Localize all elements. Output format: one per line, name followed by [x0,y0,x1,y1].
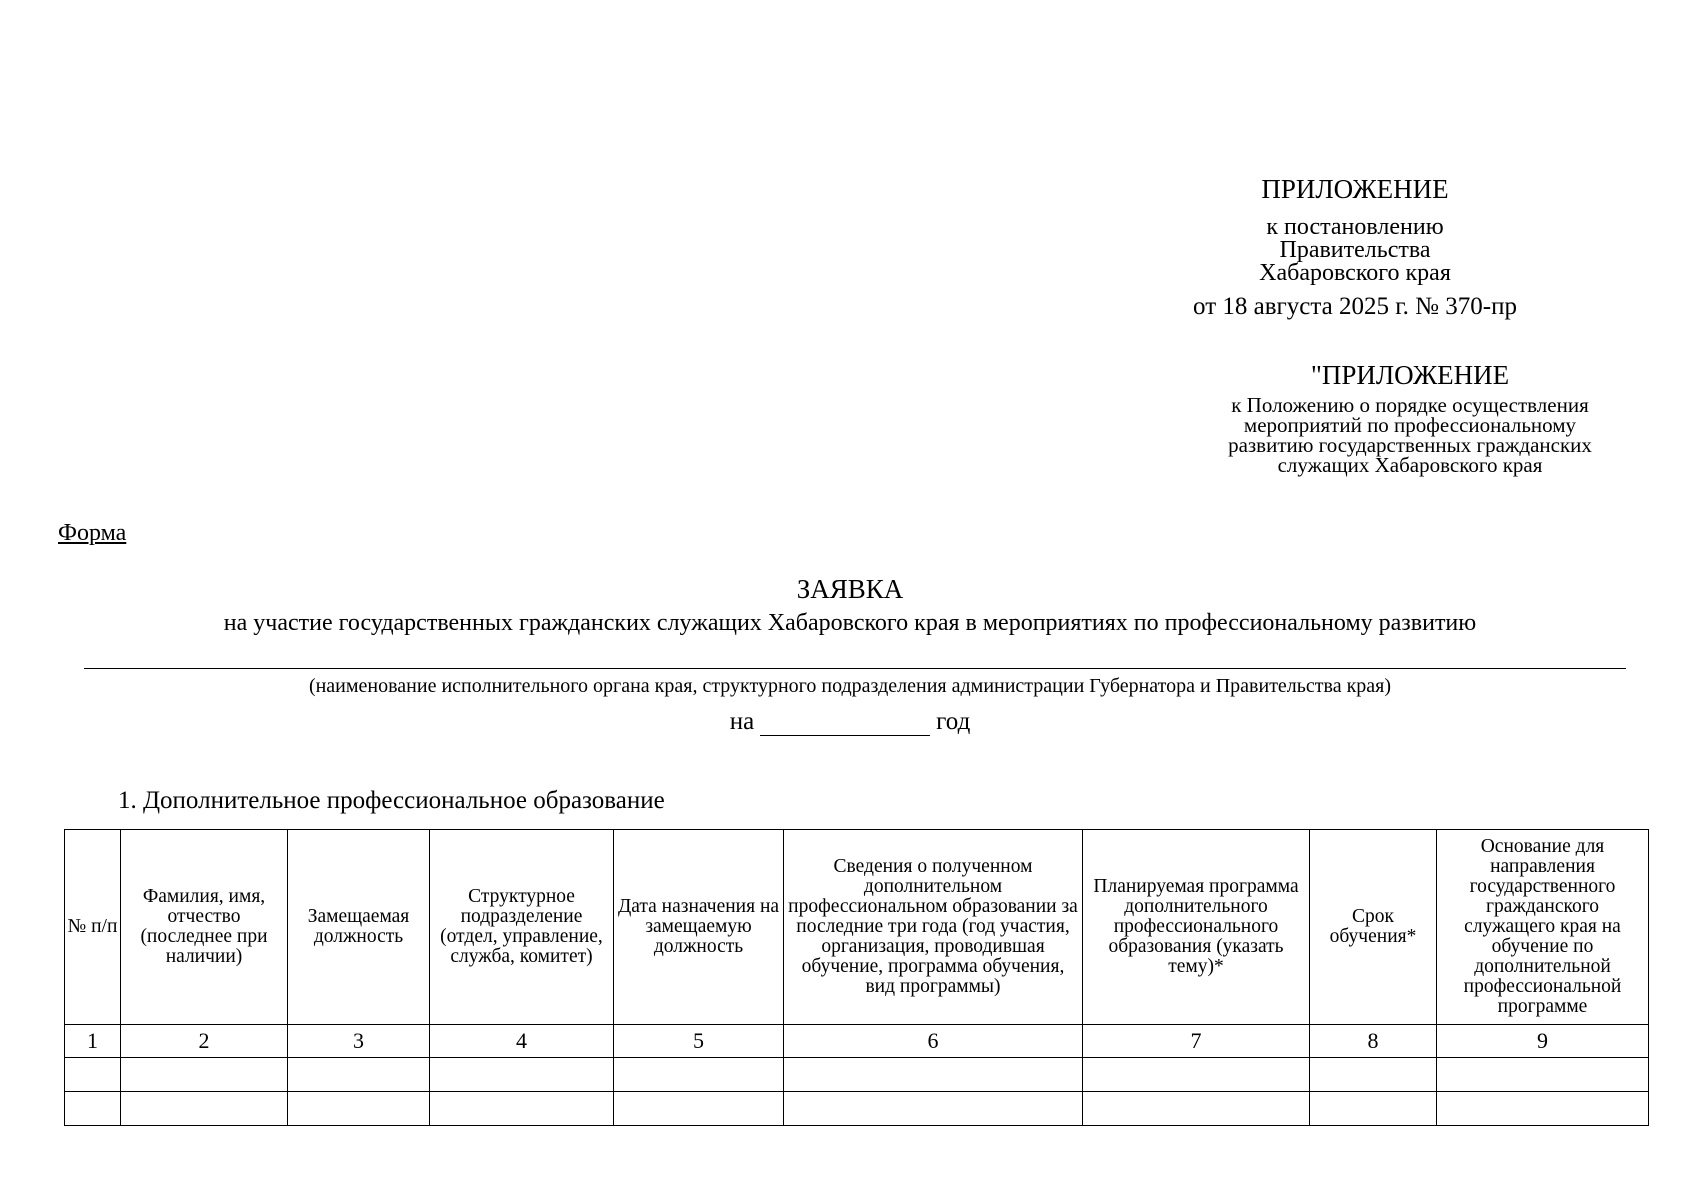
organization-fill-line[interactable] [84,668,1626,669]
column-number: 1 [65,1025,121,1058]
column-number: 4 [430,1025,614,1058]
form-label: Форма [58,520,127,546]
table-cell[interactable] [65,1092,121,1126]
year-blank-field[interactable] [760,711,930,736]
column-number: 6 [784,1025,1083,1058]
table-cell[interactable] [430,1058,614,1092]
appendix-line: Хабаровского края [1259,260,1451,286]
column-number: 5 [614,1025,784,1058]
request-title: ЗАЯВКА [796,574,904,604]
table-number-row [65,1025,1649,1058]
appendix-line: к постановлению [1266,214,1444,240]
column-number: 8 [1310,1025,1437,1058]
appendix-title: ПРИЛОЖЕНИЕ [1261,174,1449,204]
regulation-appendix-line: к Положению о порядке осуществления [1231,393,1589,417]
year-line [0,708,1700,736]
table-cell[interactable] [65,1058,121,1092]
header-structural-unit: Структурное подразделение (отдел, управление, служба, комитет) [430,830,614,1025]
appendix-header [1180,174,1530,318]
year-prefix: на [729,708,755,735]
table-cell[interactable] [121,1092,288,1126]
column-number: 2 [121,1025,288,1058]
appendix-line: Правительства [1279,237,1431,263]
regulation-appendix-line: служащих Хабаровского края [1277,453,1543,477]
appendix-date: от 18 августа 2025 г. № 370-пр [1193,293,1517,320]
column-number: 3 [288,1025,430,1058]
organization-caption: (наименование исполнительного органа края, структурного подразделения администрации Губернатора и Правительства края) [308,675,1392,697]
table-cell[interactable] [1083,1058,1310,1092]
table-cell[interactable] [614,1092,784,1126]
education-table [64,829,1649,1126]
column-number: 9 [1437,1025,1649,1058]
regulation-appendix-title: "ПРИЛОЖЕНИЕ [1310,360,1510,390]
column-number: 7 [1083,1025,1310,1058]
regulation-appendix-header [1180,360,1640,475]
table-cell[interactable] [288,1058,430,1092]
header-number: № п/п [65,830,121,1025]
section-title: 1. Дополнительное профессиональное образование [118,787,665,814]
table-cell[interactable] [1437,1058,1649,1092]
header-position: Замещаемая должность [288,830,430,1025]
table-cell[interactable] [121,1058,288,1092]
year-suffix: год [936,708,971,735]
header-planned-program: Планируемая программа дополнительного профессионального образования (указать тему)* [1083,830,1310,1025]
table-header-row [65,830,1649,1025]
table-cell[interactable] [784,1058,1083,1092]
regulation-appendix-line: развитию государственных гражданских [1228,433,1592,457]
table-row [65,1058,1649,1092]
table-cell[interactable] [430,1092,614,1126]
table-cell[interactable] [1083,1092,1310,1126]
header-appointment-date: Дата назначения на замещаемую должность [614,830,784,1025]
table-cell[interactable] [784,1092,1083,1126]
table-cell[interactable] [614,1058,784,1092]
table-row [65,1092,1649,1126]
header-full-name: Фамилия, имя, отчество (последнее при наличии) [121,830,288,1025]
request-subtitle: на участие государственных гражданских служащих Хабаровского края в мероприятиях по профессиональному развитию [223,610,1477,636]
table-cell[interactable] [1310,1058,1437,1092]
header-training-period: Срок обучения* [1310,830,1437,1025]
table-cell[interactable] [288,1092,430,1126]
regulation-appendix-line: мероприятий по профессиональному [1243,413,1577,437]
table-cell[interactable] [1310,1092,1437,1126]
header-received-education: Сведения о полученном дополнительном профессиональном образовании за последние три года (год участия, организация, проводившая обучение, программа обучения, вид программы) [784,830,1083,1025]
table-cell[interactable] [1437,1092,1649,1126]
header-basis: Основание для направления государственного гражданского служащего края на обучение по дополнительной профессиональной программе [1437,830,1649,1025]
